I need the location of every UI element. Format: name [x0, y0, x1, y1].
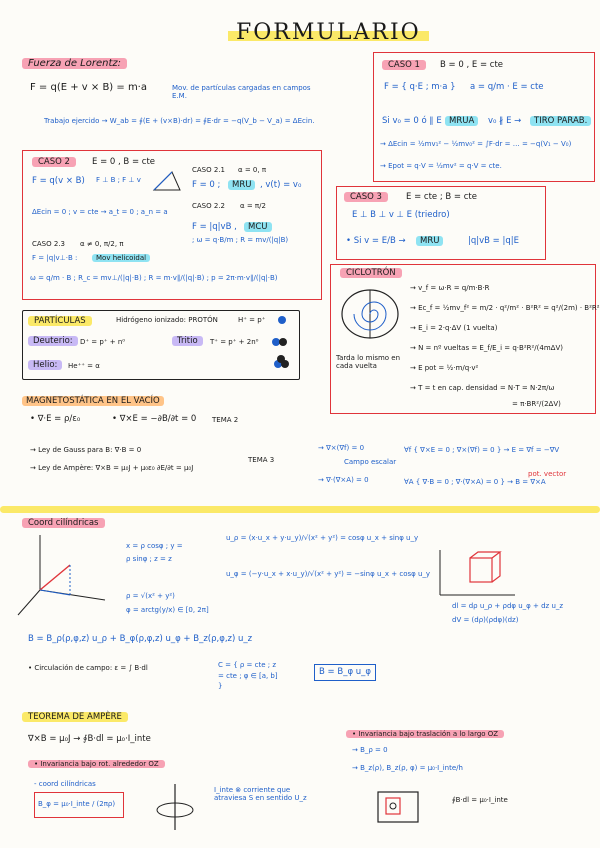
- cil-dv: dV = (dρ)(ρdφ)(dz): [452, 616, 519, 624]
- caso1-mrua: MRUA: [445, 116, 478, 127]
- ciclotron-f7: = π·BR²/(2ΔV): [512, 400, 561, 408]
- lorentz-work: Trabajo ejercido → W_ab = ∮(E + (v×B)·dr) = ∮E·dr = −q(V_b − V_a) = ΔEcin.: [44, 117, 315, 125]
- caso1-f5: → ΔEcin = ½mv₁² − ½mv₀² = ∫F·dr = … = −q(V₁ − V₀): [380, 140, 572, 148]
- ampere-f1: ∇×B = μ₀J → ∮B·dl = μ₀·I_inte: [28, 734, 151, 744]
- caso23-f2: ω = q/m · B ; R_c = mv⊥/(|q|·B) ; R = m·v∥/(|q|·B) ; p = 2π·m·v∥/(|q|·B): [30, 274, 278, 282]
- caso1-title: CASO 1: [382, 60, 426, 71]
- ciclotron-f1: → v_f = ω·R = q/m·B·R: [410, 284, 490, 292]
- caso22-title: CASO 2.2: [192, 202, 225, 210]
- magneto-title: MAGNETOSTÁTICA EN EL VACÍO: [22, 396, 164, 407]
- cil-title: Coord cilíndricas: [22, 518, 105, 529]
- particulas-title: PARTÍCULAS: [28, 316, 92, 327]
- particulas-h: Hidrógeno ionizado: PROTÓN: [116, 316, 218, 324]
- nucleus-icons: [268, 314, 298, 374]
- magneto-ampere: → Ley de Ampère: ∇×B = μ₀J + μ₀ε₀ ∂E/∂t = μ₀J: [30, 464, 194, 472]
- caso1-tiro: TIRO PARAB.: [530, 116, 591, 127]
- particulas-t: Tritio: [172, 336, 203, 347]
- caso2-cond: E = 0 , B = cte: [92, 157, 156, 167]
- particulas-he: Helio:: [28, 360, 62, 371]
- ciclotron-f6: → T = t en cap. densidad = N·T = N·2π/ω: [410, 384, 555, 392]
- section-divider: [0, 506, 600, 513]
- caso22-omega: ; ω = q·B/m ; R = mv/(|q|B): [192, 236, 289, 244]
- ampere-bphi: B_φ = μ₀·I_inte / (2πρ): [38, 800, 116, 808]
- caso3-f1: E ⊥ B ⊥ v ⊥ E (triedro): [352, 210, 450, 220]
- volume-element-icon: [430, 540, 520, 600]
- force-triangle-icon: [150, 166, 186, 196]
- lorentz-note: Mov. de partículas cargadas en campos E.M.: [172, 84, 311, 101]
- cil-phi: φ = arctg(y/x) ∈ [0, 2π]: [126, 606, 209, 614]
- cil-sys: x = ρ cosφ ; y = ρ sinφ ; z = z: [126, 542, 183, 563]
- cylindrical-axes-icon: [10, 530, 110, 620]
- caso23-alpha: α ≠ 0, π/2, π: [80, 240, 124, 248]
- caso23-helicoidal: Mov helicoidal: [92, 254, 150, 262]
- wire-loop-icon: [150, 782, 200, 832]
- magneto-tema2: TEMA 2: [212, 416, 239, 424]
- particulas-he2: He⁺⁺ = α: [68, 362, 100, 370]
- magneto-r1: → ∇×(∇f) = 0: [318, 444, 365, 452]
- ciclotron-diagram-icon: [338, 284, 402, 346]
- magneto-r1b: Campo escalar: [344, 458, 397, 466]
- magneto-potvector: pot. vector: [528, 470, 567, 478]
- cil-dl: dl = dρ u_ρ + ρdφ u_φ + dz u_z: [452, 602, 564, 610]
- caso2-f2: ΔEcin = 0 ; v = cte → a_t = 0 ; a_n = a: [32, 208, 168, 216]
- magneto-f2: • ∇×E = −∂B/∂t = 0: [112, 414, 197, 424]
- caso21-alpha: α = 0, π: [238, 166, 267, 174]
- cil-circ: • Circulación de campo: ε = ∫ B·dl: [28, 664, 148, 672]
- caso23-title: CASO 2.3: [32, 240, 65, 248]
- cil-result: B = B_φ u_φ: [314, 664, 376, 681]
- magneto-r2: → ∇·(∇×A) = 0: [318, 476, 369, 484]
- caso22-alpha: α = π/2: [240, 202, 266, 210]
- caso2-f1: F = q(v × B): [32, 176, 85, 186]
- caso3-f2: • Si v = E/B →: [346, 236, 406, 246]
- particulas-d: Deuterio:: [28, 336, 78, 347]
- caso22-f: F = |q|vB ,: [192, 222, 237, 232]
- ampere-circ2: ∮B·dl = μ₀·I_inte: [452, 796, 508, 804]
- caso3-title: CASO 3: [344, 192, 388, 203]
- ciclotron-title: CICLOTRÓN: [340, 268, 402, 279]
- ciclotron-caption: Tarda lo mismo en cada vuelta: [336, 354, 401, 371]
- cil-urho: u_ρ = (x·u_x + y·u_y)/√(x² + y²) = cosφ u_x + sinφ u_y: [226, 534, 419, 542]
- magneto-r3: ∀f { ∇×E = 0 ; ∇×(∇f) = 0 } → E = ∇f = −∇V: [404, 446, 560, 454]
- lorentz-heading: Fuerza de Lorentz:: [22, 58, 127, 69]
- particulas-d2: D⁺ = p⁺ + n⁰: [80, 338, 126, 346]
- ciclotron-f5: → E pot = ½·m/q·v²: [410, 364, 479, 372]
- lorentz-formula: F = q(E + v × B) = m·a: [30, 82, 147, 93]
- caso1-cond: B = 0 , E = cte: [440, 60, 504, 70]
- caso21-f: F = 0 ;: [192, 180, 221, 190]
- ampere-inv: • Invariancia bajo rot. alrededor OZ: [28, 760, 165, 768]
- ciclotron-f2: → Ec_f = ½mv_f² = m/2 · q²/m² · B²R² = q²/(2m) · B²R²: [410, 304, 600, 312]
- particulas-t2: T⁺ = p⁺ + 2n⁰: [210, 338, 259, 346]
- caso3-mru: MRU: [416, 236, 443, 247]
- ciclotron-f4: → N = nº vueltas = E_f/E_i = q·B²R²/(4mΔV): [410, 344, 563, 352]
- ampere-note: I_inte ⊗ corriente que atraviesa S en sentido U_z: [214, 786, 307, 803]
- caso1-f4: v₀ ∦ E →: [488, 116, 522, 126]
- magneto-gauss: → Ley de Gauss para B: ∇·B = 0: [30, 446, 142, 454]
- caso21-v: , v(t) = v₀: [260, 180, 302, 190]
- caso3-cond: E = cte ; B = cte: [406, 192, 477, 202]
- caso3-f3: |q|vB = |q|E: [468, 236, 520, 246]
- caso21-mru: MRU: [228, 180, 255, 191]
- caso21-title: CASO 2.1: [192, 166, 225, 174]
- caso1-f3: Si v₀ = 0 ó ∥ E: [382, 116, 442, 126]
- cil-curve: C = { ρ = cte ; z = cte ; φ ∈ [a, b] }: [218, 661, 278, 690]
- page-title: FORMULARIO: [228, 20, 429, 45]
- ampere-title: TEOREMA DE AMPÈRE: [22, 712, 128, 723]
- caso1-f2: a = q/m · E = cte: [470, 82, 544, 92]
- cil-uphi: u_φ = (−y·u_x + x·u_y)/√(x² + y²) = −sinφ u_x + cosφ u_y: [226, 570, 431, 578]
- caso1-f6: → Epot = q·V = ½mv² = q·V = cte.: [380, 162, 502, 170]
- magneto-f1: • ∇·E = ρ/ε₀: [30, 414, 81, 424]
- caso22-mcu: MCU: [244, 222, 272, 233]
- ampere-coord: - coord cilíndricas: [34, 780, 96, 788]
- ciclotron-f3: → E_i = 2·q·ΔV (1 vuelta): [410, 324, 498, 332]
- ampere-b2: → B_z(ρ), B_z(ρ, φ) = μ₀·I_inte/h: [352, 764, 463, 772]
- caso1-f1: F = { q·E ; m·a }: [384, 82, 456, 92]
- ampere-inv2: • Invariancia bajo traslación a lo largo OZ: [346, 730, 504, 738]
- caso2-title: CASO 2: [32, 157, 76, 168]
- magneto-r4: ∀A { ∇·B = 0 ; ∇·(∇×A) = 0 } → B = ∇×A: [404, 478, 546, 486]
- caso2-f1b: F ⊥ B ; F ⊥ v: [96, 176, 141, 184]
- caso23-f: F = |q|v⊥·B :: [32, 254, 78, 262]
- particulas-h2: H⁺ = p⁺: [238, 316, 266, 324]
- cil-B: B = B_ρ(ρ,φ,z) u_ρ + B_φ(ρ,φ,z) u_φ + B_z(ρ,φ,z) u_z: [28, 634, 253, 644]
- magneto-tema3: TEMA 3: [248, 456, 275, 464]
- solenoid-section-icon: [370, 784, 430, 830]
- ampere-b1: → B_ρ = 0: [352, 746, 388, 754]
- cil-rho: ρ = √(x² + y²): [126, 592, 175, 600]
